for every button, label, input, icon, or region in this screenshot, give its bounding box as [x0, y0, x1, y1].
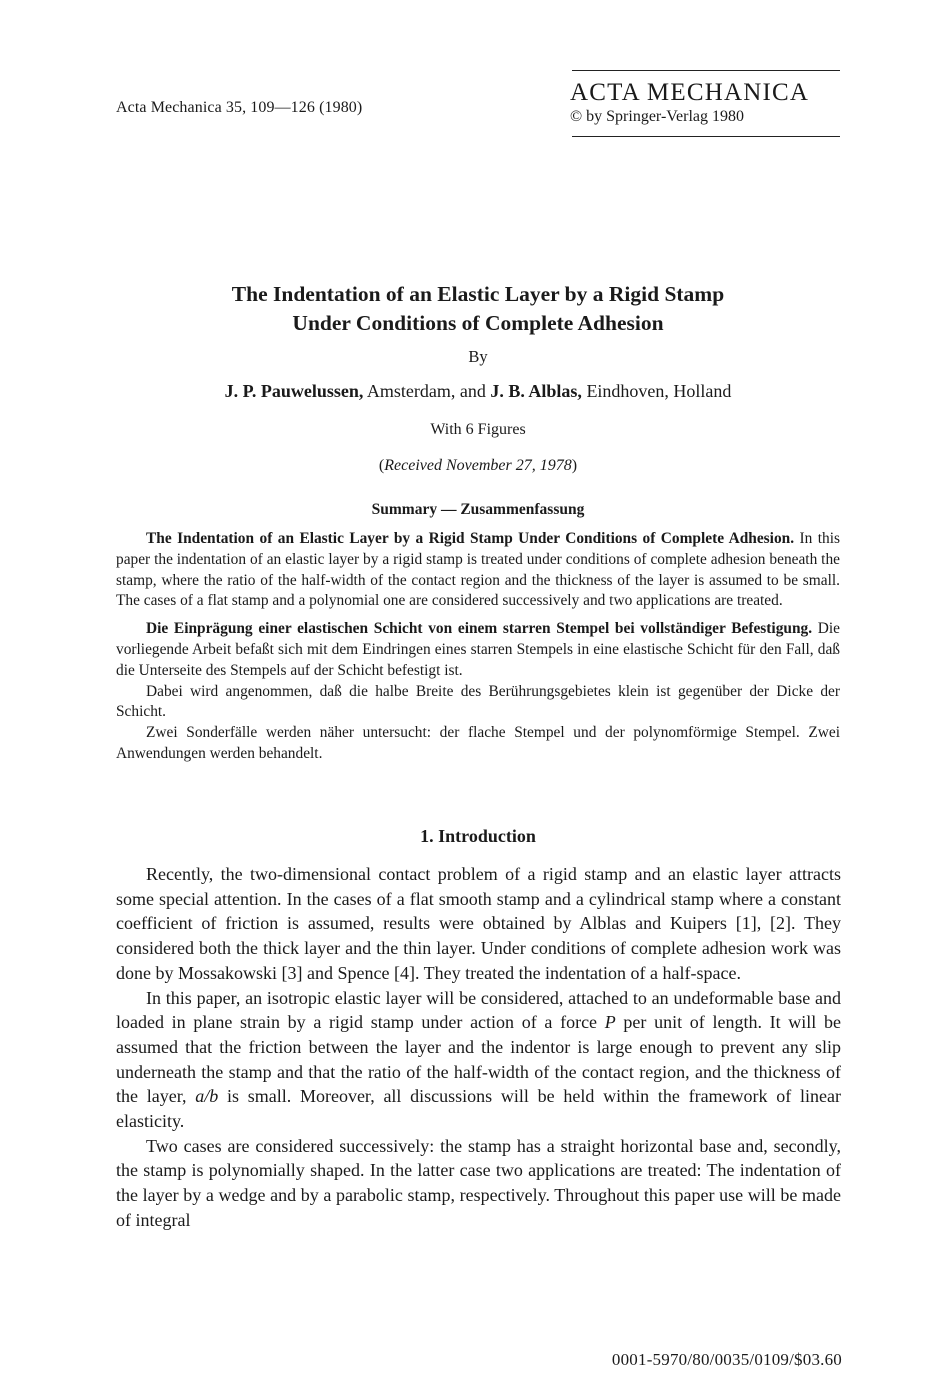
summary-german-text-1: Die vorliegende Arbeit befaßt sich mit dem Eindringen eines starren Stempels in eine elastische Schicht für den Fall, daß die Unterseite des Stempels auf der Schicht befestigt ist.	[116, 620, 840, 679]
journal-citation: Acta Mechanica 35, 109—126 (1980)	[116, 99, 363, 116]
paragraph-2-part-b: per unit of length. It will be assumed that the friction between the layer and the indentor is large enough to prevent any slip underneath the stamp and that the ratio of the half-width of the contact region, and the thickness of the layer,	[116, 1012, 841, 1107]
author-1-place: Amsterdam, and	[363, 381, 491, 401]
journal-name: ACTA MECHANICA	[570, 79, 810, 106]
paper-title	[116, 280, 840, 338]
paragraph-2-part-c: is small. Moreover, all discussions will be held within the framework of linear elasticity.	[116, 1086, 841, 1132]
received-open-paren: (	[378, 457, 385, 474]
author-1: J. P. Pauwelussen,	[224, 381, 364, 401]
summary-german	[116, 619, 840, 681]
masthead-rule-top	[572, 70, 840, 71]
figures-note: With 6 Figures	[430, 421, 526, 438]
article-code: 0001-5970/80/0035/0109/$03.60	[611, 1350, 842, 1369]
journal-copyright: © by Springer-Verlag 1980	[570, 108, 745, 125]
summary-german-title: Die Einprägung einer elastischen Schicht von einem starren Stempel bei vollständiger Befestigung.	[146, 620, 813, 638]
paper-title-line-2: Under Conditions of Complete Adhesion	[292, 311, 664, 335]
summary-english-title: The Indentation of an Elastic Layer by a Rigid Stamp Under Conditions of Complete Adhesion.	[146, 530, 795, 547]
summary-german-text-2: Dabei wird angenommen, daß die halbe Breite des Berührungsgebietes klein ist gegenüber der Dicke der Schicht.	[116, 682, 840, 721]
summary-german-text-3: Zwei Sonderfälle werden näher untersucht: der flache Stempel und der polynomförmige Stempel. Zwei Anwendungen werden behandelt.	[116, 724, 840, 762]
symbol-P: P	[604, 1012, 616, 1033]
paper-title-line-1: The Indentation of an Elastic Layer by a Rigid Stamp	[231, 282, 725, 306]
summary-english	[116, 529, 840, 612]
symbol-a-over-b: a/b	[195, 1086, 219, 1107]
author-2: J. B. Alblas,	[490, 381, 582, 401]
introduction-body	[116, 862, 841, 1233]
received-text: Received November 27, 1978	[384, 457, 572, 474]
by-line: By	[468, 347, 488, 366]
summary-block	[116, 529, 840, 765]
summary-heading: Summary — Zusammenfassung	[371, 501, 585, 518]
received-close-paren: )	[571, 457, 578, 474]
received-date	[116, 457, 840, 475]
introduction-paragraph-1: Recently, the two-dimensional contact problem of a rigid stamp and an elastic layer attracts some special attention. In the cases of a flat smooth stamp and a cylindrical stamp where a constant coefficient of friction is assumed, results were obtained by Alblas and Kuipers [1], [2]. They considered both the thick layer and the thin layer. Under conditions of complete adhesion work was done by Mossakowski [3] and Spence [4]. They treated the indentation of a half-space.	[116, 864, 841, 983]
introduction-heading: 1. Introduction	[420, 826, 536, 846]
journal-masthead	[570, 70, 840, 137]
authors-line	[116, 381, 840, 402]
masthead-rule-bottom	[572, 136, 840, 137]
paragraph-2-part-a: In this paper, an isotropic elastic layer will be considered, attached to an undeformable base and loaded in plane strain by a rigid stamp under action of a force	[116, 987, 841, 1033]
author-2-place: Eindhoven, Holland	[581, 381, 732, 401]
introduction-paragraph-2	[116, 986, 841, 1134]
summary-english-text: In this paper the indentation of an elastic layer by a rigid stamp is treated under conditions of complete adhesion beneath the stamp, where the ratio of the half-width of the contact region and the thickness of the layer is assumed to be small. The cases of a flat stamp and a polynomial one are considered successively and two applications are treated.	[116, 530, 840, 610]
introduction-paragraph-3: Two cases are considered successively: the stamp has a straight horizontal base and, secondly, the stamp is polynomially shaped. In the latter case two applications are treated: The indentation of the layer by a wedge and by a parabolic stamp, respectively. Throughout this paper use will be made of integral	[116, 1135, 841, 1230]
